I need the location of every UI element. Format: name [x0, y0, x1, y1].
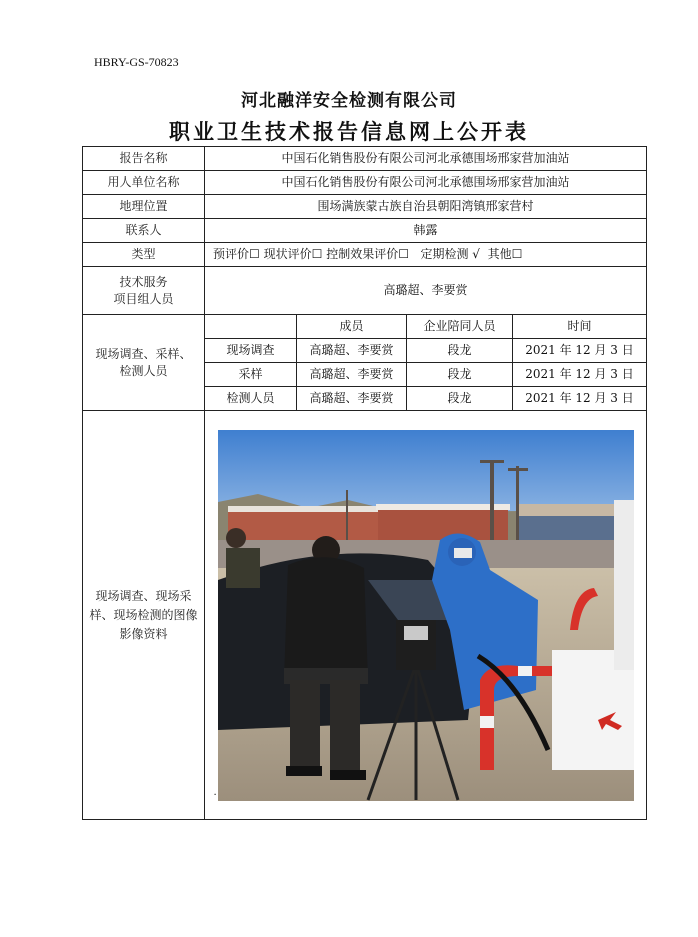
contact-label: 联系人 — [83, 219, 205, 243]
row-type — [83, 243, 647, 267]
type-options — [205, 243, 647, 267]
survey-date: 2021 年 12 月 3 日 — [513, 363, 647, 387]
photo-cell — [205, 411, 647, 820]
survey-escort: 段龙 — [407, 363, 513, 387]
row-team — [83, 267, 647, 315]
contact-value: 韩露 — [205, 219, 647, 243]
survey-item: 检测人员 — [205, 387, 297, 411]
type-option-other: 其他☐ — [487, 247, 523, 261]
survey-item: 现场调查 — [205, 339, 297, 363]
type-option-status-eval: 现状评价☐ — [263, 247, 323, 261]
row-report-name — [83, 147, 647, 171]
employer-label: 用人单位名称 — [83, 171, 205, 195]
survey-escort: 段龙 — [407, 387, 513, 411]
document-code: HBRY-GS-70823 — [94, 55, 179, 69]
report-name-label: 报告名称 — [83, 147, 205, 171]
row-photo — [83, 411, 647, 820]
photo-dot: . — [213, 786, 217, 798]
type-label: 类型 — [83, 243, 205, 267]
employer-value: 中国石化销售股份有限公司河北承德围场邢家营加油站 — [205, 171, 647, 195]
site-photo-image — [218, 430, 634, 801]
survey-header-date: 时间 — [513, 315, 647, 339]
team-label: 技术服务 项目组人员 — [83, 267, 205, 315]
type-option-pre-eval: 预评价☐ — [213, 247, 260, 261]
type-option-control-eval: 控制效果评价☐ — [326, 247, 409, 261]
survey-members: 高璐超、李要赏 — [297, 339, 407, 363]
survey-label: 现场调查、采样、 检测人员 — [83, 315, 205, 411]
survey-header-members: 成员 — [297, 315, 407, 339]
page-title: 职业卫生技术报告信息网上公开表 — [169, 119, 529, 144]
survey-item: 采样 — [205, 363, 297, 387]
survey-header-row — [83, 315, 647, 339]
survey-escort: 段龙 — [407, 339, 513, 363]
survey-date: 2021 年 12 月 3 日 — [513, 387, 647, 411]
team-value: 高璐超、李要赏 — [205, 267, 647, 315]
type-option-periodic: 定期检测 √ — [420, 247, 480, 261]
location-label: 地理位置 — [83, 195, 205, 219]
report-name-value: 中国石化销售股份有限公司河北承德围场邢家营加油站 — [205, 147, 647, 171]
photo-label: 现场调查、现场采样、现场检测的图像影像资料 — [83, 411, 205, 820]
survey-members: 高璐超、李要赏 — [297, 363, 407, 387]
survey-members: 高璐超、李要赏 — [297, 387, 407, 411]
row-contact — [83, 219, 647, 243]
survey-date: 2021 年 12 月 3 日 — [513, 339, 647, 363]
survey-header-escort: 企业陪同人员 — [407, 315, 513, 339]
survey-header-blank — [205, 315, 297, 339]
site-photo — [213, 430, 634, 801]
row-employer — [83, 171, 647, 195]
location-value: 围场满族蒙古族自治县朝阳湾镇邢家营村 — [205, 195, 647, 219]
row-location — [83, 195, 647, 219]
info-table — [82, 146, 647, 820]
company-name: 河北融洋安全检测有限公司 — [241, 91, 457, 111]
